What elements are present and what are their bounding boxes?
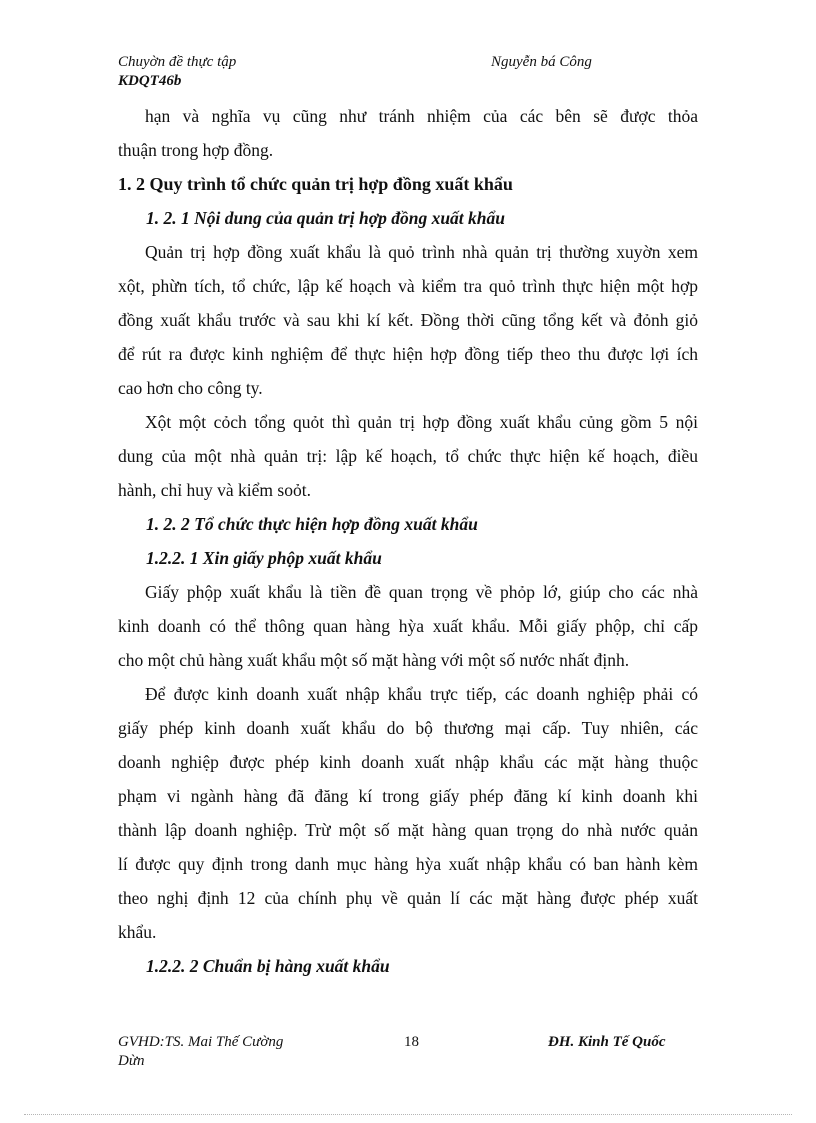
page-number: 18 — [404, 1034, 419, 1050]
paragraph-line: xột, phừn tích, tổ chức, lập kế hoạch và kiểm tra quỏ trình thực hiện một hợp — [118, 276, 698, 296]
paragraph-line: theo nghị định 12 của chính phụ về quản lí các mặt hàng được phép xuất — [118, 888, 698, 908]
section-heading-1-2-1: 1. 2. 1 Nội dung của quản trị hợp đồng xuất khẩu — [146, 208, 506, 228]
paragraph-line: thành lập doanh nghiệp. Trừ một số mặt hàng quan trọng do nhà nước quản — [118, 820, 698, 840]
paragraph-line: dung của một nhà quản trị: lập kế hoạch, tổ chức thực hiện kế hoạch, điều — [118, 446, 698, 466]
page-footer-left — [118, 1033, 283, 1071]
paragraph-line: để rút ra được kinh nghiệm để thực hiện hợp đồng tiếp theo thu được lợi ích — [118, 344, 698, 364]
footer-university: ĐH. Kinh Tế Quốc — [548, 1034, 666, 1050]
page-body — [118, 99, 698, 983]
paragraph-line: phạm vi ngành hàng đã đăng kí trong giấy phép đăng kí kinh doanh khi — [118, 786, 698, 806]
paragraph-line: đồng xuất khẩu trước và sau khi kí kết. Đồng thời cũng tổng kết và đỏnh giỏ — [118, 310, 698, 330]
paragraph-line: thuận trong hợp đồng. — [118, 140, 274, 160]
section-heading-1-2-2-1: 1.2.2. 1 Xin giấy phộp xuất khẩu — [146, 548, 382, 568]
footer-supervisor: GVHD:TS. Mai Thế Cường — [118, 1034, 284, 1050]
paragraph-line: hành, chỉ huy và kiểm soỏt. — [118, 480, 311, 500]
paragraph-line: kinh doanh có thể thông quan hàng hỳa xuất khẩu. Mỗi giấy phộp, chỉ cấp — [118, 616, 698, 636]
paragraph-line: hạn và nghĩa vụ cũng như tránh nhiệm của các bên sẽ được thỏa — [145, 106, 698, 126]
header-course-title: Chuyờn đề thực tập — [118, 54, 237, 70]
paragraph-line: Quản trị hợp đồng xuất khẩu là quỏ trình nhà quản trị thường xuyờn xem — [145, 242, 698, 262]
footer-supervisor-cont: Dừn — [118, 1053, 145, 1069]
section-heading-1-2: 1. 2 Quy trình tổ chức quản trị hợp đồng xuất khẩu — [118, 174, 513, 194]
paragraph-line: lí được quy định trong danh mục hàng hỳa xuất nhập khẩu có ban hành kèm — [118, 854, 698, 874]
page-header-left — [118, 53, 236, 91]
page-bottom-divider — [24, 1114, 792, 1115]
paragraph-line: doanh nghiệp được phép kinh doanh xuất nhập khẩu các mặt hàng thuộc — [118, 752, 698, 772]
paragraph-line: Để được kinh doanh xuất nhập khẩu trực tiếp, các doanh nghiệp phải có — [145, 684, 698, 704]
section-heading-1-2-2-2: 1.2.2. 2 Chuẩn bị hàng xuất khẩu — [146, 956, 390, 976]
paragraph-line: khẩu. — [118, 922, 157, 942]
paragraph-line: cho một chủ hàng xuất khẩu một số mặt hàng với một số nước nhất định. — [118, 650, 630, 670]
section-heading-1-2-2: 1. 2. 2 Tổ chức thực hiện hợp đồng xuất khẩu — [146, 514, 478, 534]
header-class-code: KDQT46b — [118, 73, 182, 89]
paragraph-line: Giấy phộp xuất khẩu là tiền đề quan trọng về phỏp lớ, giúp cho các nhà — [145, 582, 698, 602]
paragraph-line: giấy phép kinh doanh xuất khẩu do bộ thương mại cấp. Tuy nhiên, các — [118, 718, 698, 738]
paragraph-line: cao hơn cho công ty. — [118, 378, 263, 398]
paragraph-line: Xột một cỏch tổng quỏt thì quản trị hợp đồng xuất khẩu củng gồm 5 nội — [145, 412, 698, 432]
header-author: Nguyễn bá Công — [491, 54, 592, 70]
